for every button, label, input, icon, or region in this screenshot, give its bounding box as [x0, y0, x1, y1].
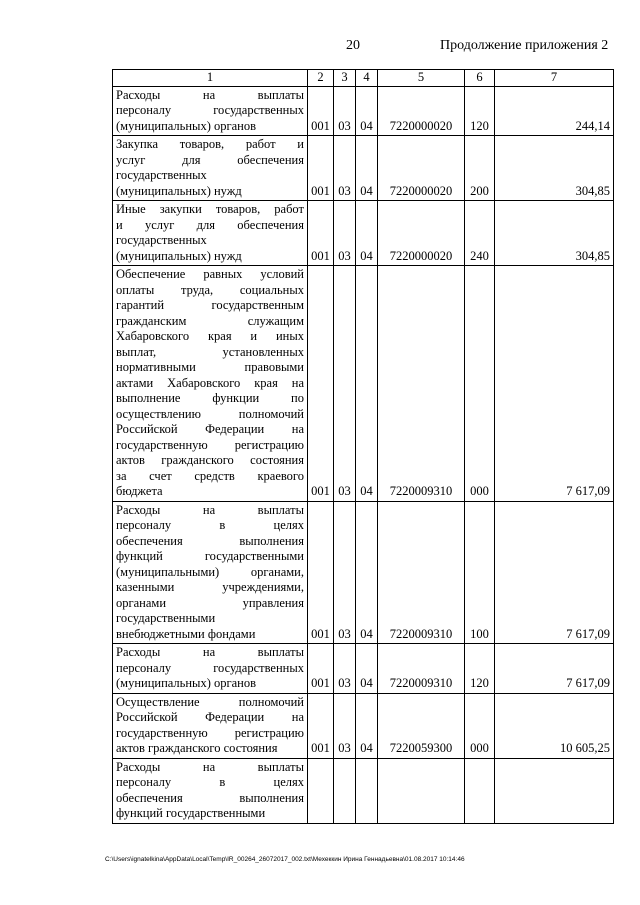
expense-name-line: обеспечения выполнения [116, 533, 304, 548]
amount-cell [495, 758, 614, 823]
amount-cell: 244,14 [495, 86, 614, 136]
subsection-code-cell: 04 [356, 201, 378, 266]
expense-name-cell [113, 644, 308, 694]
expense-name-line: функций государственными [116, 549, 304, 563]
expense-name-line: (муниципальных) нужд [116, 248, 242, 263]
subsection-code-cell: 04 [356, 86, 378, 136]
amount-cell: 10 605,25 [495, 693, 614, 758]
expense-name-line: персоналу в целях [116, 775, 304, 789]
budget-table [112, 69, 614, 824]
expense-name-line: Расходы на выплаты [116, 502, 304, 517]
expense-name-line: органами управления [116, 595, 304, 610]
target-article-cell: 7220000020 [378, 201, 465, 266]
expense-name-line: выполнение функции по [116, 391, 304, 405]
target-article-cell: 7220000020 [378, 86, 465, 136]
section-code-cell: 03 [334, 201, 356, 266]
section-code-cell: 03 [334, 86, 356, 136]
table-row [113, 201, 614, 266]
subsection-code-cell: 04 [356, 644, 378, 694]
expense-type-cell: 000 [465, 693, 495, 758]
subsection-code-cell: 04 [356, 136, 378, 201]
expense-name-line: актов гражданского состояния [116, 453, 304, 467]
expense-name-line: (муниципальных) органов [116, 676, 257, 690]
expense-type-cell: 120 [465, 644, 495, 694]
expense-name-line: казенными учреждениями, [116, 580, 304, 594]
target-article-cell: 7220009310 [378, 501, 465, 644]
section-code-cell: 03 [334, 266, 356, 502]
expense-type-cell: 000 [465, 266, 495, 502]
expense-name-line: оплаты труда, социальных [116, 282, 304, 297]
subsection-code-cell: 04 [356, 266, 378, 502]
expense-name-line: (муниципальных) органов [116, 118, 257, 133]
expense-name-line: актами Хабаровского края на [116, 375, 304, 390]
expense-name-line: Российской Федерации на [116, 710, 304, 724]
expense-name-line: за счет средств краевого [116, 468, 304, 483]
expense-name-line: Расходы на выплаты [116, 759, 304, 774]
expense-name-line: гарантий государственным [116, 298, 304, 312]
expense-name-line: (муниципальными) органами, [116, 564, 304, 579]
expense-name-line: нормативными правовыми [116, 360, 304, 374]
expense-name-line: государственными [116, 611, 216, 625]
expense-type-cell: 200 [465, 136, 495, 201]
expense-name-line: Расходы на выплаты [116, 87, 304, 102]
column-header-7: 7 [495, 70, 614, 87]
expense-name-cell [113, 758, 308, 823]
expense-name-line: государственную регистрацию [116, 725, 304, 740]
subsection-code-cell [356, 758, 378, 823]
expense-name-line: Закупка товаров, работ и [116, 137, 304, 151]
ministry-code-cell: 001 [308, 266, 334, 502]
expense-name-cell [113, 266, 308, 502]
expense-name-cell [113, 501, 308, 644]
table-row [113, 266, 614, 502]
amount-cell: 304,85 [495, 136, 614, 201]
expense-name-line: услуг для обеспечения [116, 152, 304, 167]
expense-name-line: гражданским служащим [116, 313, 304, 328]
expense-name-line: персоналу государственных [116, 103, 304, 117]
section-code-cell: 03 [334, 644, 356, 694]
amount-cell: 7 617,09 [495, 266, 614, 502]
column-header-4: 4 [356, 70, 378, 87]
expense-name-line: бюджета [116, 484, 163, 498]
subsection-code-cell: 04 [356, 693, 378, 758]
table-header-row [113, 70, 614, 87]
expense-name-line: (муниципальных) нужд [116, 183, 242, 198]
expense-name-line: и услуг для обеспечения [116, 217, 304, 232]
ministry-code-cell [308, 758, 334, 823]
expense-name-line: государственных [116, 233, 207, 247]
expense-name-cell [113, 136, 308, 201]
table-row [113, 693, 614, 758]
subsection-code-cell: 04 [356, 501, 378, 644]
expense-name-line: персоналу в целях [116, 518, 304, 532]
expense-name-line: обеспечения выполнения [116, 790, 304, 805]
page-number: 20 [346, 38, 360, 53]
target-article-cell [378, 758, 465, 823]
target-article-cell: 7220059300 [378, 693, 465, 758]
ministry-code-cell: 001 [308, 136, 334, 201]
table-row [113, 86, 614, 136]
column-header-1: 1 [113, 70, 308, 87]
expense-name-line: государственных [116, 168, 207, 182]
column-header-6: 6 [465, 70, 495, 87]
expense-name-line: персоналу государственных [116, 660, 304, 675]
expense-type-cell: 100 [465, 501, 495, 644]
amount-cell: 7 617,09 [495, 501, 614, 644]
file-path-footer: C:\Users\ignatelkina\AppData\Local\Temp\IR_00264_26072017_002.txt\Мехеккин Ирина Геннадьевна\01.08.2017 10:14:46 [105, 856, 465, 863]
amount-cell: 7 617,09 [495, 644, 614, 694]
target-article-cell: 7220009310 [378, 644, 465, 694]
table-row [113, 644, 614, 694]
ministry-code-cell: 001 [308, 644, 334, 694]
expense-name-line: государственную регистрацию [116, 437, 304, 452]
expense-name-line: актов гражданского состояния [116, 741, 278, 755]
ministry-code-cell: 001 [308, 693, 334, 758]
expense-name-line: выплат, установленных [116, 344, 304, 359]
ministry-code-cell: 001 [308, 86, 334, 136]
expense-type-cell: 240 [465, 201, 495, 266]
ministry-code-cell: 001 [308, 201, 334, 266]
expense-type-cell [465, 758, 495, 823]
target-article-cell: 7220000020 [378, 136, 465, 201]
expense-name-cell [113, 693, 308, 758]
expense-name-line: Российской Федерации на [116, 422, 304, 436]
section-code-cell: 03 [334, 136, 356, 201]
section-code-cell [334, 758, 356, 823]
table-row [113, 501, 614, 644]
expense-name-line: Иные закупки товаров, работ [116, 202, 304, 216]
expense-name-line: Обеспечение равных условий [116, 267, 304, 281]
expense-name-cell [113, 201, 308, 266]
target-article-cell: 7220009310 [378, 266, 465, 502]
expense-name-line: внебюджетными фондами [116, 626, 256, 641]
expense-type-cell: 120 [465, 86, 495, 136]
expense-name-line: Хабаровского края и иных [116, 329, 304, 343]
expense-name-cell [113, 86, 308, 136]
expense-name-line: осуществлению полномочий [116, 406, 304, 421]
amount-cell: 304,85 [495, 201, 614, 266]
expense-name-line: Расходы на выплаты [116, 645, 304, 659]
column-header-2: 2 [308, 70, 334, 87]
column-header-3: 3 [334, 70, 356, 87]
section-code-cell: 03 [334, 501, 356, 644]
table-row [113, 758, 614, 823]
continuation-label: Продолжение приложения 2 [440, 38, 609, 53]
column-header-5: 5 [378, 70, 465, 87]
expense-name-line: функций государственными [116, 806, 266, 820]
table-row [113, 136, 614, 201]
section-code-cell: 03 [334, 693, 356, 758]
expense-name-line: Осуществление полномочий [116, 694, 304, 709]
ministry-code-cell: 001 [308, 501, 334, 644]
